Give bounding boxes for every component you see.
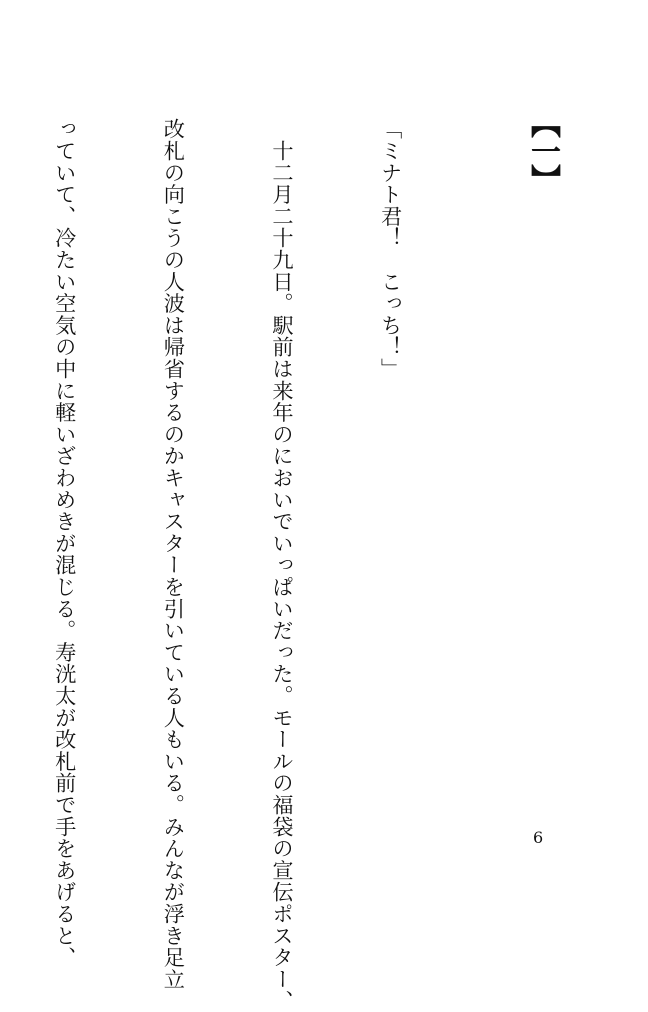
page-number: 6	[533, 828, 544, 847]
text-line: 十二月二十九日。駅前は来年のにおいでいっぱいだった。モールの福袋の宣伝ポスター、	[269, 118, 295, 1012]
chapter-heading: 【一】	[525, 108, 560, 192]
body-text	[0, 118, 481, 1012]
text-line: 「ミナト君！ こっち！」	[378, 118, 404, 380]
text-line: っていて、冷たい空気の中に軽いざわめきが混じる。寿洸太が改札前で手をあげると、	[52, 118, 78, 969]
text-line: 改札の向こうの人波は帰省するのかキャスターを引いている人もいる。みんなが浮き足立	[161, 118, 187, 990]
